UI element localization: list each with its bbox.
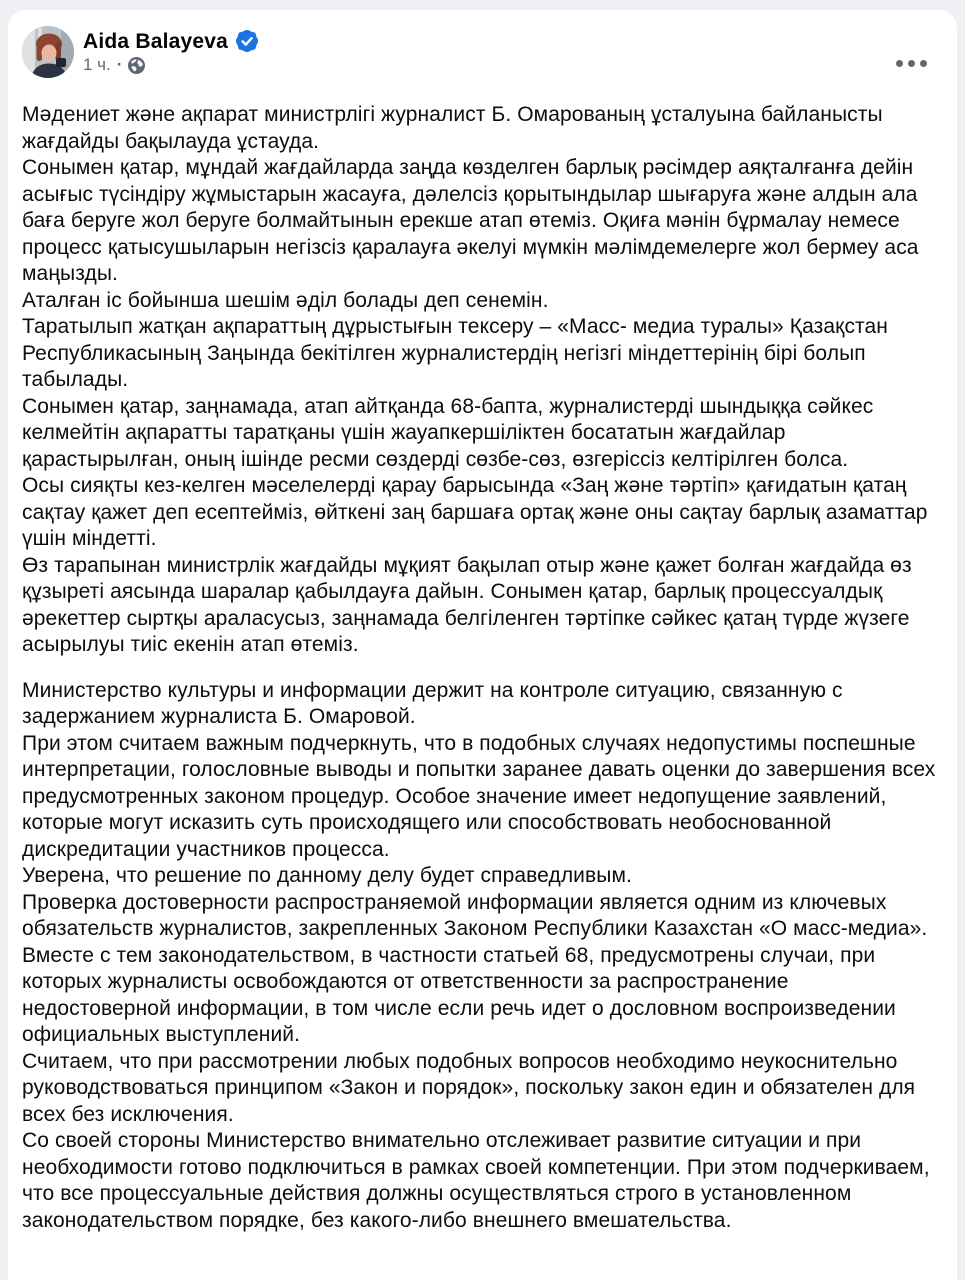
verified-badge-icon	[236, 30, 258, 52]
post-paragraph: При этом считаем важным подчеркнуть, что в подобных случаях недопустимы поспешные интерпретации, голословные выводы и попытки заранее давать оценки до завершения всех предусмотренных законом процедур. Особое значение имеет недопущение заявлений, которые могут исказить суть происходящего или способствовать необоснованной дискредитации участников процесса.	[22, 731, 936, 861]
post-paragraph: Сонымен қатар, мұндай жағдайларда заңда көзделген барлық рәсімдер аяқталғанға дейін асығыс түсіндіру жұмыстарын жасауға, дәлелсіз қорытындылар шығаруға және алдын ала баға беруге жол беруге болмайтынын ерекше атап өтеміз. Оқиға мәнін бұрмалау немесе процесс қатысушыларын негізсіз қаралауға әкелуі мүмкін мәлімдемелерге жол бермеу аса маңызды.	[22, 156, 919, 285]
post-paragraph: Вместе с тем законодательством, в частности статьей 68, предусмотрены случаи, при которых журналисты освобождаются от ответственности за распространение недостоверной информации, в том числе если речь идет о дословном воспроизведении официальных выступлений.	[22, 943, 896, 1046]
post-paragraph: Осы сияқты кез-келген мәселелерді қарау барысында «Заң және тәртіп» қағидатын қатаң сақтау қажет деп есептейміз, өйткені заң баршаға ортақ және оны сақтау барлық азаматтар үшін міндетті.	[22, 474, 928, 550]
post-body	[22, 102, 943, 1234]
post-paragraph: Министерство культуры и информации держит на контроле ситуацию, связанную с задержанием журналиста Б. Омаровой.	[22, 678, 843, 728]
post-paragraph: Считаем, что при рассмотрении любых подобных вопросов необходимо неукоснительно руководствоваться принципом «Закон и порядок», поскольку закон един и обязателен для всех без исключения.	[22, 1049, 916, 1126]
post-paragraph: Проверка достоверности распространяемой информации является одним из ключевых обязательств журналистов, закрепленных Законом Республики Казахстан «О масс-медиа».	[22, 890, 928, 940]
post-text-russian	[22, 678, 943, 1235]
ellipsis-dot	[920, 60, 927, 67]
post-paragraph: Аталған іс бойынша шешім әділ болады деп сенемін.	[22, 288, 549, 312]
avatar[interactable]	[22, 26, 74, 78]
avatar-photo	[22, 26, 74, 78]
post-paragraph: Уверена, что решение по данному делу будет справедливым.	[22, 864, 632, 887]
ellipsis-dot	[908, 60, 915, 67]
post-header	[22, 26, 943, 78]
timestamp[interactable]: 1 ч.	[83, 54, 111, 74]
author-name[interactable]: Aida Balayeva	[83, 29, 229, 53]
post-paragraph: Сонымен қатар, заңнамада, атап айтқанда 68-бапта, журналистерді шындыққа сәйкес келмейтін ақпаратты таратқаны үшін жауапкершіліктен босататын жағдайлар қарастырылған, оның ішінде ресми сөздерді сөзбе-сөз, өзгеріссіз келтірілген болса.	[22, 394, 874, 471]
post-paragraph: Таратылып жатқан ақпараттың дұрыстығын тексеру – «Масс- медиа туралы» Қазақстан Республикасының Заңында бекітілген журналистердің негізгі міндеттерінің бірі болып табылады.	[22, 315, 888, 391]
globe-public-icon	[128, 57, 145, 74]
post-paragraph: Өз тарапынан министрлік жағдайды мұқият бақылап отыр және қажет болған жағдайда өз құзыреті аясында шаралар қабылдауға дайын. Сонымен қатар, барлық процессуалдық әрекеттер сыртқы араласусыз, заңнамада белгіленген тәртіпке сәйкес қатаң түрде жүзеге асырылуы тиіс екенін атап өтеміз.	[22, 553, 912, 656]
post-paragraph: Со своей стороны Министерство внимательно отслеживает развитие ситуации и при необходимости готово подключиться в рамках своей компетенции. При этом подчеркиваем, что все процессуальные действия должны осуществляться строго в установленном законодательством порядке, без какого-либо внешнего вмешательства.	[22, 1129, 930, 1232]
header-meta	[83, 30, 258, 75]
post-paragraph: Мәдениет және ақпарат министрлігі журналист Б. Омарованың ұсталуына байланысты жағдайды бақылауда ұстауда.	[22, 103, 883, 153]
meta-separator: ·	[116, 54, 123, 74]
post-meta-row	[83, 56, 258, 75]
facebook-post-card	[8, 10, 957, 1280]
author-name-row	[83, 30, 258, 53]
ellipsis-dot	[896, 60, 903, 67]
post-text-kazakh	[22, 102, 943, 659]
more-options-button[interactable]	[890, 54, 933, 73]
